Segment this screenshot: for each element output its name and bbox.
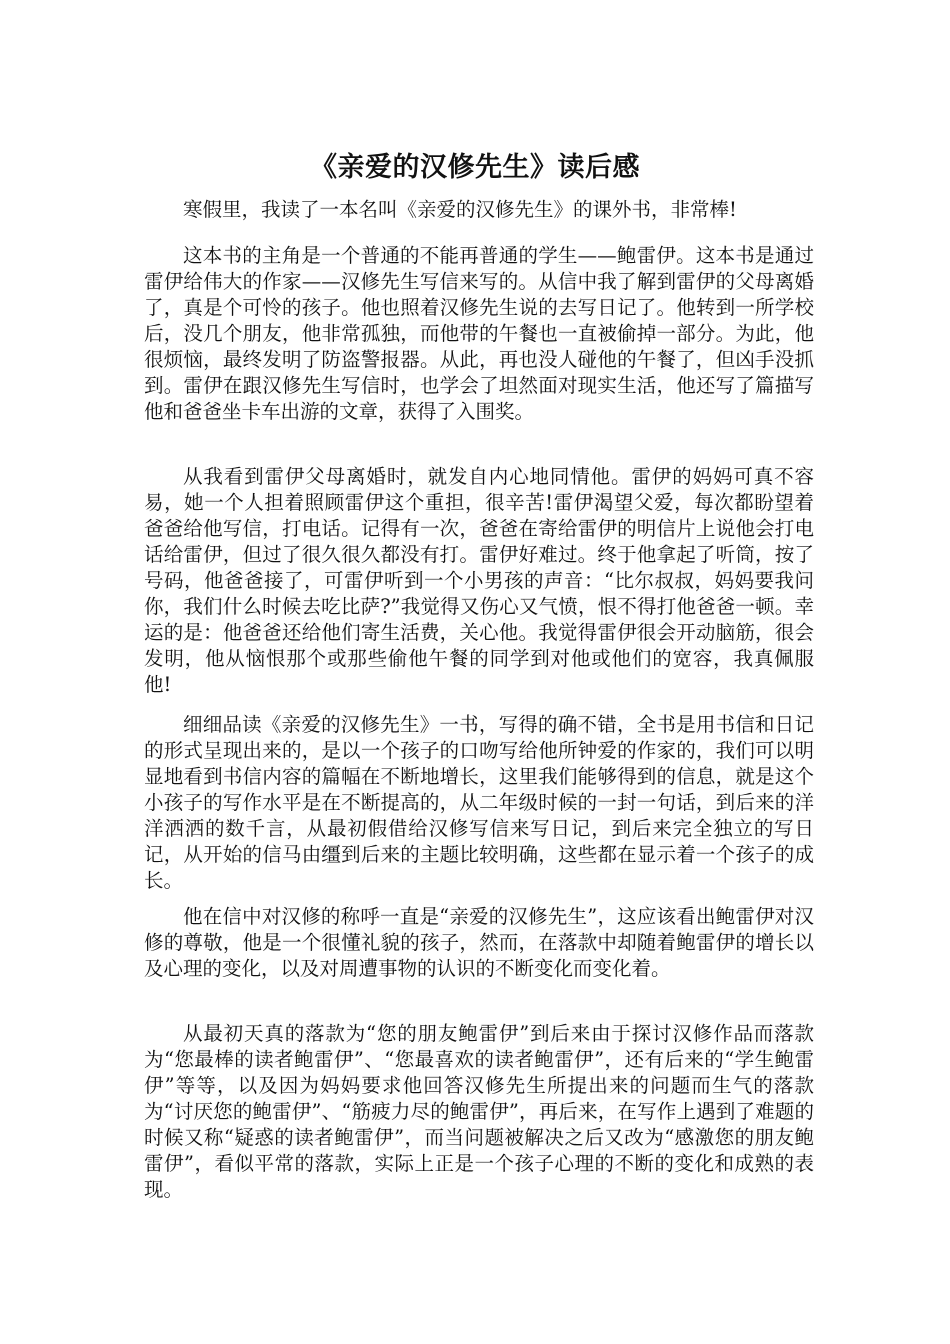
document-title: 《亲爱的汉修先生》读后感 [310,152,640,184]
paragraph-feelings: 从我看到雷伊父母离婚时，就发自内心地同情他。雷伊的妈妈可真不容易，她一个人担着照顾雷伊这个重担，很辛苦!雷伊渴望父爱，每次都盼望着爸爸给他写信，打电话。记得有一次，爸爸在寄给雷伊的明信片上说他会打电话给雷伊，但过了很久很久都没有打。雷伊好难过。终于他拿起了听筒，按了号码，他爸爸接了，可雷伊听到一个小男孩的声音：“比尔叔叔，妈妈要我问你，我们什么时候去吃比萨?”我觉得又伤心又气愤，恨不得打他爸爸一顿。幸运的是：他爸爸还给他们寄生活费，关心他。我觉得雷伊很会开动脑筋，很会发明，他从恼恨那个或那些偷他午餐的同学到对他或他们的宽容，我真佩服他! [144,465,814,696]
paragraph-summary: 这本书的主角是一个普通的不能再普通的学生——鲍雷伊。这本书是通过雷伊给伟大的作家——汉修先生写信来写的。从信中我了解到雷伊的父母离婚了，真是个可怜的孩子。他也照着汉修先生说的去写日记了。他转到一所学校后，没几个朋友，他非常孤独，而他带的午餐也一直被偷掉一部分。为此，他很烦恼，最终发明了防盗警报器。从此，再也没人碰他的午餐了，但凶手没抓到。雷伊在跟汉修先生写信时，也学会了坦然面对现实生活，他还写了篇描写他和爸爸坐卡车出游的文章，获得了入围奖。 [144,244,814,423]
paragraph-signatures: 从最初天真的落款为“您的朋友鲍雷伊”到后来由于探讨汉修作品而落款为“您最棒的读者鲍雷伊”、“您最喜欢的读者鲍雷伊”，还有后来的“学生鲍雷伊”等等，以及因为妈妈要求他回答汉修先生所提出来的问题而生气的落款为“讨厌您的鲍雷伊”、“筋疲力尽的鲍雷伊”，再后来，在写作上遇到了难题的时候又称“疑惑的读者鲍雷伊”，而当问题被解决之后又改为“感激您的朋友鲍雷伊”，看似平常的落款，实际上正是一个孩子心理的不断的变化和成熟的表现。 [144,1022,814,1201]
paragraph-salutation: 他在信中对汉修的称呼一直是“亲爱的汉修先生”，这应该看出鲍雷伊对汉修的尊敬，他是一个很懂礼貌的孩子，然而，在落款中却随着鲍雷伊的增长以及心理的变化，以及对周遭事物的认识的不断变化而变化着。 [144,905,814,980]
paragraph-intro: 寒假里，我读了一本名叫《亲爱的汉修先生》的课外书，非常棒! [183,198,737,221]
paragraph-form: 细细品读《亲爱的汉修先生》一书，写得的确不错，全书是用书信和日记的形式呈现出来的，是以一个孩子的口吻写给他所钟爱的作家的，我们可以明显地看到书信内容的篇幅在不断地增长，这里我们能够得到的信息，就是这个小孩子的写作水平是在不断提高的，从二年级时候的一封一句话，到后来的洋洋洒洒的数千言，从最初假借给汉修写信来写日记，到后来完全独立的写日记，从开始的信马由缰到后来的主题比较明确，这些都在显示着一个孩子的成长。 [144,713,814,892]
